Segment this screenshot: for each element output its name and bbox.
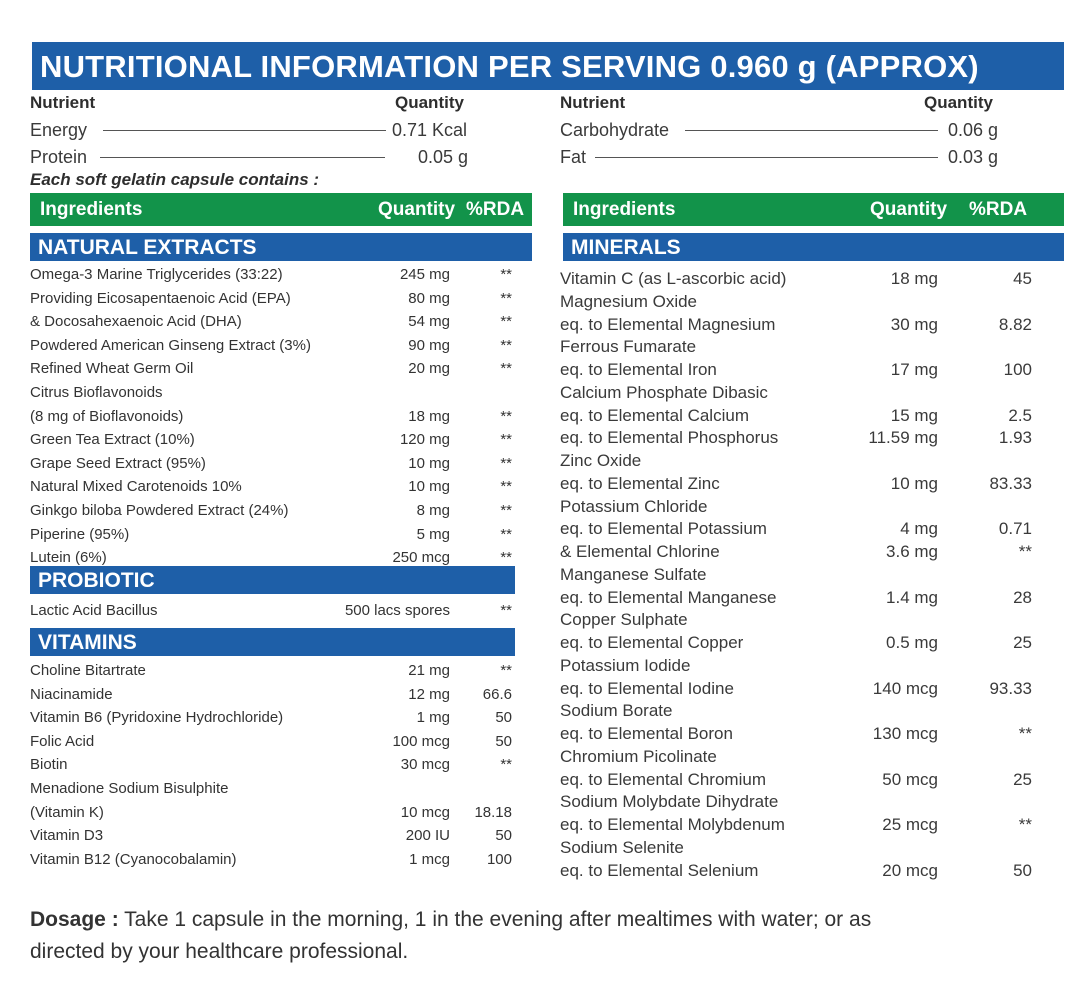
ingredient-rda: ** xyxy=(500,502,512,519)
ingredient-quantity: 10 mg xyxy=(408,454,450,472)
ingredient-name: Copper Sulphate xyxy=(560,610,688,630)
ingredient-rda: 8.82 xyxy=(998,314,1032,334)
capsule-note: Each soft gelatin capsule contains : xyxy=(30,170,320,189)
ingredient-quantity: 8 mg xyxy=(416,502,450,519)
quantity-header-right: Quantity xyxy=(924,93,993,112)
ingredient-rda: ** xyxy=(500,756,512,774)
ingredient-name: eq. to Elemental Magnesium xyxy=(560,314,776,334)
ingredient-name: Biotin xyxy=(30,756,68,774)
ingredient-rda: ** xyxy=(1018,724,1032,743)
quantity-col-label: Quantity xyxy=(870,199,948,220)
ingredient-name: Calcium Phosphate Dibasic xyxy=(560,382,768,402)
ingredient-quantity: 11.59 mg xyxy=(868,428,938,448)
ingredient-name: Grape Seed Extract (95%) xyxy=(30,454,206,472)
ingredient-quantity: 80 mg xyxy=(408,289,450,307)
ingredient-name: Vitamin D3 xyxy=(30,827,104,845)
ingredient-rda: 83.33 xyxy=(989,473,1032,493)
ingredient-rda: 50 xyxy=(495,709,512,727)
ingredient-quantity: 130 mcg xyxy=(872,724,938,743)
leader-line xyxy=(103,130,386,131)
ingredient-name: eq. to Elemental Iron xyxy=(560,360,717,379)
ingredient-rda: 1.93 xyxy=(998,428,1032,448)
ingredient-quantity: 20 mcg xyxy=(882,860,938,880)
ingredient-quantity: 4 mg xyxy=(900,519,938,539)
ingredient-quantity: 120 mg xyxy=(399,431,450,449)
ingredient-quantity: 10 mcg xyxy=(400,803,450,821)
ingredient-rda: 18.18 xyxy=(474,803,512,821)
ingredient-quantity: 10 mg xyxy=(408,478,450,496)
nutrient-name: Energy xyxy=(30,120,88,140)
dosage-text xyxy=(30,904,1070,968)
ingredient-name: Zinc Oxide xyxy=(560,451,642,470)
ingredient-name: eq. to Elemental Calcium xyxy=(560,405,749,425)
nutrient-name: Fat xyxy=(560,147,587,167)
ingredient-rda: 50 xyxy=(495,732,512,750)
ingredient-name: Menadione Sodium Bisulphite xyxy=(30,780,229,797)
ingredient-quantity: 140 mcg xyxy=(872,678,938,698)
ingredient-rda: ** xyxy=(500,360,512,378)
ingredient-name: Vitamin B12 (Cyanocobalamin) xyxy=(30,850,237,868)
ingredient-quantity: 250 mcg xyxy=(392,549,450,567)
ingredient-name: & Elemental Chlorine xyxy=(560,542,720,561)
ingredient-rda: 25 xyxy=(1013,633,1032,652)
ingredient-rda: ** xyxy=(1018,815,1032,834)
nutrient-header-left: Nutrient xyxy=(30,93,96,112)
ingredient-name: Sodium Selenite xyxy=(560,837,684,857)
ingredient-name: eq. to Elemental Boron xyxy=(560,724,733,743)
ingredient-rda: ** xyxy=(500,478,512,496)
rda-col-label: %RDA xyxy=(466,199,525,220)
ingredient-name: eq. to Elemental Molybdenum xyxy=(560,815,785,834)
ingredient-quantity: 30 mg xyxy=(890,314,938,334)
nutrient-name: Protein xyxy=(30,147,88,167)
quantity-header-left: Quantity xyxy=(395,93,464,112)
ingredient-rda: 66.6 xyxy=(482,685,512,703)
ingredient-name: Folic Acid xyxy=(30,732,95,750)
ingredient-rda: 28 xyxy=(1013,587,1032,607)
ingredient-quantity: 90 mg xyxy=(408,336,450,354)
ingredient-name: Lutein (6%) xyxy=(30,549,107,567)
ingredient-rda: ** xyxy=(1018,542,1032,561)
nutrient-qty: 0.05 g xyxy=(418,147,469,167)
ingredient-name: Potassium Iodide xyxy=(560,655,691,675)
ingredient-name: eq. to Elemental Iodine xyxy=(560,678,734,698)
ingredient-name: eq. to Elemental Selenium xyxy=(560,860,759,880)
ingredient-rda: ** xyxy=(500,289,512,307)
ingredient-rda: 100 xyxy=(486,850,512,868)
section-vitamins: VITAMINS xyxy=(30,628,515,656)
ingredient-quantity: 245 mg xyxy=(399,266,450,283)
dosage-instruction-2: directed by your healthcare professional. xyxy=(30,940,409,963)
ingredient-quantity: 1.4 mg xyxy=(886,587,938,607)
ingredient-rda: ** xyxy=(500,313,512,331)
nutrient-header-right: Nutrient xyxy=(560,93,626,112)
nutrient-qty: 0.71 Kcal xyxy=(392,120,468,140)
ingredient-name: Providing Eicosapentaenoic Acid (EPA) xyxy=(30,289,291,307)
ingredient-name: (8 mg of Bioflavonoids) xyxy=(30,407,184,425)
ingredient-rda: ** xyxy=(500,336,512,354)
ingredient-quantity: 54 mg xyxy=(408,313,450,331)
ingredient-rda: 25 xyxy=(1013,769,1032,789)
ingredient-rda: 93.33 xyxy=(989,678,1032,698)
ingredient-rda: 2.5 xyxy=(1008,405,1032,425)
ingredient-rda: 0.71 xyxy=(998,519,1032,539)
quantity-col-label: Quantity xyxy=(378,199,456,220)
ingredient-rda: 50 xyxy=(495,827,512,845)
ingredient-name: Omega-3 Marine Triglycerides (33:22) xyxy=(30,266,283,283)
ingredient-name: Sodium Borate xyxy=(560,701,673,721)
ingredient-name: Ferrous Fumarate xyxy=(560,337,697,357)
ingredient-rda: ** xyxy=(500,525,512,543)
section-natural-extracts: NATURAL EXTRACTS xyxy=(30,233,532,261)
ingredient-name: Chromium Picolinate xyxy=(560,746,717,766)
ingredient-rda: ** xyxy=(500,662,512,679)
ingredient-quantity: 12 mg xyxy=(408,685,450,703)
ingredient-name: eq. to Elemental Copper xyxy=(560,633,744,652)
ingredient-rda: 100 xyxy=(1003,360,1032,379)
ingredient-name: Ginkgo biloba Powdered Extract (24%) xyxy=(30,502,289,519)
ingredient-name: Choline Bitartrate xyxy=(30,662,146,679)
ingredient-quantity: 1 mg xyxy=(416,709,450,727)
nutrient-qty: 0.06 g xyxy=(948,120,999,140)
ingredient-name: Niacinamide xyxy=(30,685,113,703)
ingredient-quantity: 21 mg xyxy=(408,662,450,679)
ingredient-rda: ** xyxy=(500,602,512,619)
ingredient-quantity: 500 lacs spores xyxy=(344,602,450,619)
leader-line xyxy=(595,157,938,158)
ingredient-rda: 45 xyxy=(1013,269,1032,288)
ingredient-name: Lactic Acid Bacillus xyxy=(30,602,158,619)
leader-line xyxy=(100,157,385,158)
page-title: NUTRITIONAL INFORMATION PER SERVING 0.960 g (APPROX) xyxy=(32,42,1064,90)
ingredient-quantity: 30 mcg xyxy=(400,756,450,774)
ingredient-name: Potassium Chloride xyxy=(560,496,708,516)
ingredients-header-right xyxy=(563,193,1064,226)
ingredient-quantity: 17 mg xyxy=(890,360,938,379)
ingredient-rda: ** xyxy=(500,407,512,425)
leader-line xyxy=(685,130,938,131)
ingredient-quantity: 200 IU xyxy=(405,827,450,845)
nutrient-name: Carbohydrate xyxy=(560,120,670,140)
ingredients-col-label: Ingredients xyxy=(40,199,143,220)
ingredient-name: Vitamin C (as L-ascorbic acid) xyxy=(560,269,787,288)
nutrient-qty: 0.03 g xyxy=(948,147,999,167)
ingredient-name: Natural Mixed Carotenoids 10% xyxy=(30,478,242,496)
section-minerals: MINERALS xyxy=(563,233,1064,261)
ingredient-name: & Docosahexaenoic Acid (DHA) xyxy=(30,313,242,331)
ingredient-rda: ** xyxy=(500,266,512,283)
ingredient-rda: ** xyxy=(500,549,512,567)
ingredient-name: eq. to Elemental Zinc xyxy=(560,473,720,493)
ingredient-quantity: 18 mg xyxy=(408,407,450,425)
ingredient-name: eq. to Elemental Chromium xyxy=(560,769,766,789)
ingredient-quantity: 50 mcg xyxy=(882,769,938,789)
ingredient-name: Vitamin B6 (Pyridoxine Hydrochloride) xyxy=(30,709,284,727)
ingredient-rda: ** xyxy=(500,454,512,472)
ingredient-name: Green Tea Extract (10%) xyxy=(30,431,195,449)
section-probiotic: PROBIOTIC xyxy=(30,566,515,594)
ingredient-name: Magnesium Oxide xyxy=(560,291,698,311)
ingredients-col-label: Ingredients xyxy=(573,199,676,220)
ingredient-rda: ** xyxy=(500,431,512,449)
ingredient-quantity: 25 mcg xyxy=(882,815,938,834)
dosage-instruction: Take 1 capsule in the morning, 1 in the evening after mealtimes with water; or as xyxy=(118,908,872,931)
ingredients-header-left xyxy=(30,193,532,226)
rda-col-label: %RDA xyxy=(969,199,1028,220)
ingredient-name: eq. to Elemental Manganese xyxy=(560,587,777,607)
ingredient-name: Citrus Bioflavonoids xyxy=(30,384,163,401)
ingredient-quantity: 15 mg xyxy=(890,405,938,425)
ingredient-name: (Vitamin K) xyxy=(30,803,104,821)
ingredient-rda: 50 xyxy=(1013,860,1032,880)
ingredient-name: Powdered American Ginseng Extract (3%) xyxy=(30,336,311,354)
ingredient-name: Piperine (95%) xyxy=(30,525,130,543)
ingredient-quantity: 10 mg xyxy=(890,473,938,493)
ingredient-quantity: 20 mg xyxy=(408,360,450,378)
ingredient-name: eq. to Elemental Potassium xyxy=(560,519,767,539)
dosage-label: Dosage : xyxy=(30,908,119,931)
ingredient-name: Sodium Molybdate Dihydrate xyxy=(560,792,779,812)
ingredient-quantity: 5 mg xyxy=(416,525,450,543)
ingredient-quantity: 3.6 mg xyxy=(886,542,938,561)
ingredient-quantity: 1 mcg xyxy=(409,850,450,868)
ingredient-quantity: 100 mcg xyxy=(392,732,450,750)
ingredient-quantity: 0.5 mg xyxy=(886,633,938,652)
ingredient-name: Manganese Sulfate xyxy=(560,564,707,584)
ingredient-quantity: 18 mg xyxy=(890,269,938,288)
ingredient-name: Refined Wheat Germ Oil xyxy=(30,360,194,378)
ingredient-name: eq. to Elemental Phosphorus xyxy=(560,428,779,448)
